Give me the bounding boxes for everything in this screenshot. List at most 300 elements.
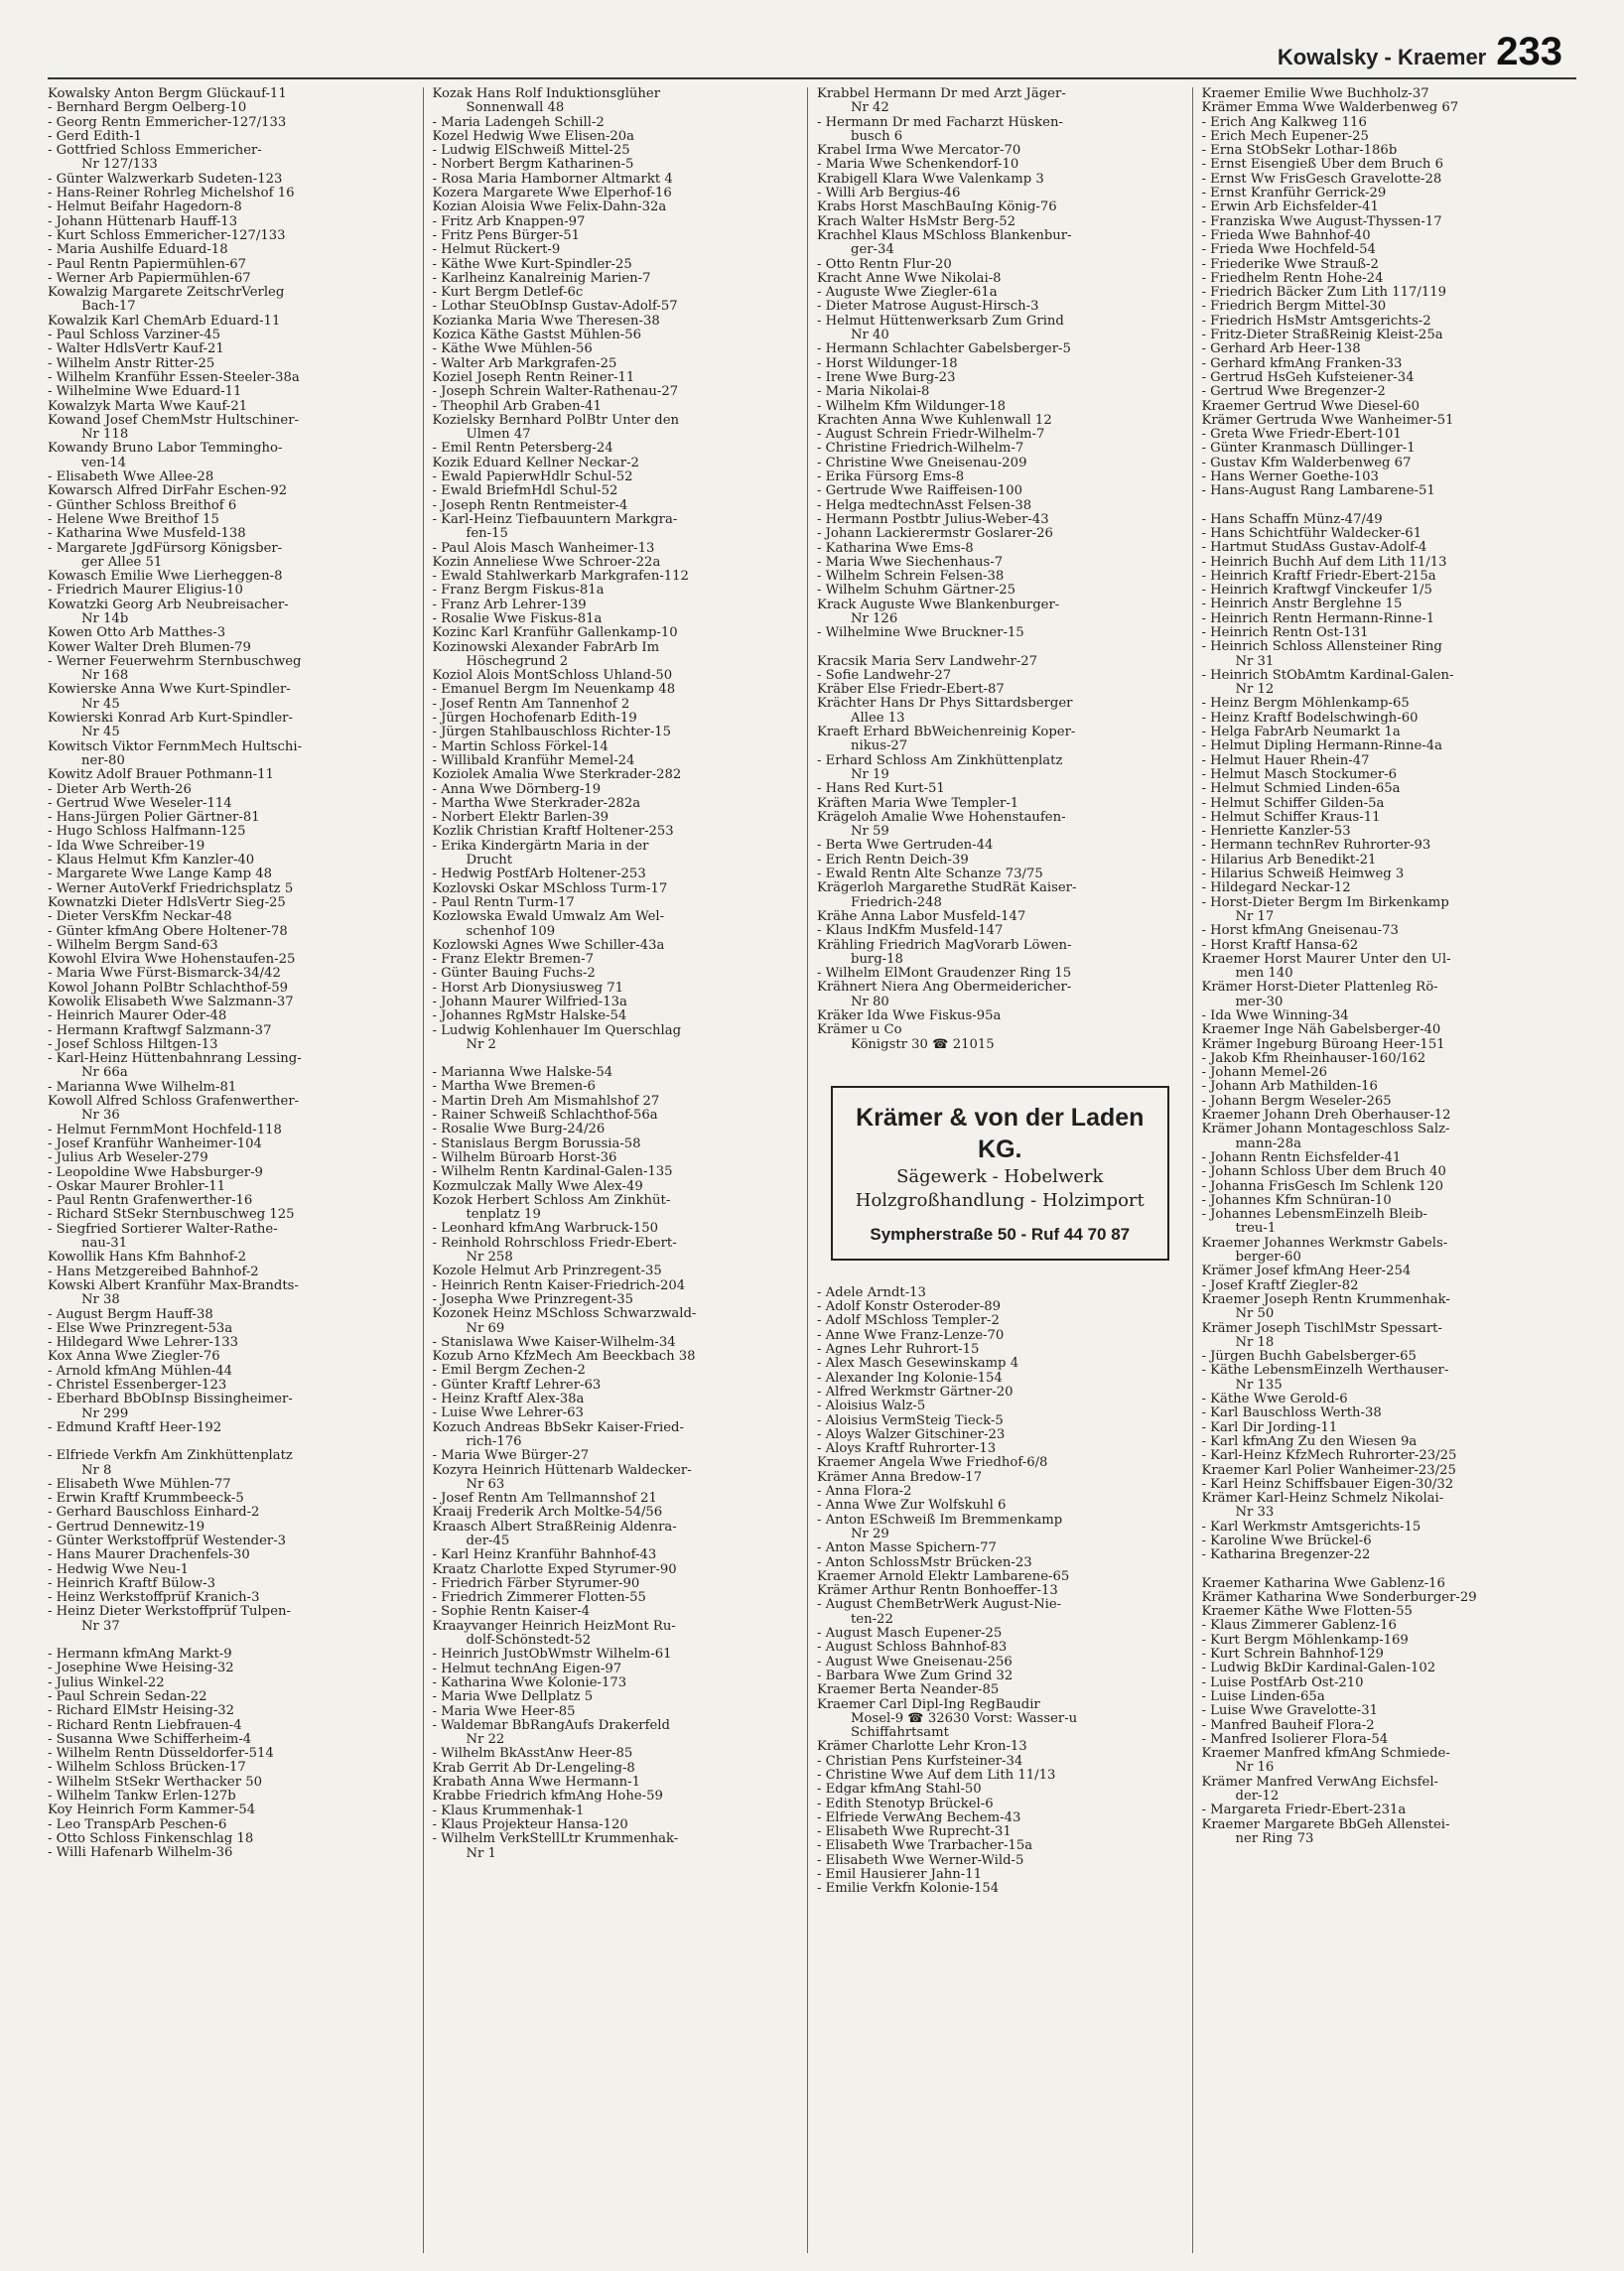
entry-continuation: Nr 50 — [1235, 1307, 1275, 1322]
directory-entry: Krämer Gertruda Wwe Wanheimer-51 — [1201, 413, 1454, 428]
entry-continuation: burg-18 — [851, 952, 903, 967]
directory-entry: - Günther Schloss Breithof 6 — [48, 498, 237, 513]
entry-continuation: Nr 45 — [81, 697, 120, 712]
directory-entry: - Erich Rentn Deich-39 — [817, 853, 969, 868]
directory-entry: - Heinz Bergm Möhlenkamp-65 — [1201, 697, 1410, 712]
directory-entry: Kozielsky Bernhard PolBtr Unter den — [432, 413, 680, 428]
directory-entry: - Wilhelm Bergm Sand-63 — [48, 938, 218, 953]
entry-continuation: Nr 258 — [466, 1251, 513, 1266]
directory-entry: - Emil Bergm Zechen-2 — [432, 1364, 586, 1379]
ad-firm-name: Krämer & von der Laden KG. — [856, 1103, 1145, 1163]
directory-entry: - Fritz-Dieter StraßReinig Kleist-25a — [1201, 329, 1443, 343]
directory-entry: - Heinz Werkstoffprüf Kranich-3 — [48, 1591, 260, 1606]
entry-continuation: Nr 42 — [851, 101, 889, 116]
directory-entry: - Jürgen Stahlbauschloss Richter-15 — [432, 726, 672, 740]
directory-entry: - Adele Arndt-13 — [817, 1285, 926, 1300]
entry-gap — [433, 1052, 799, 1066]
directory-entry: - Hans-Reiner Rohrleg Michelshof 16 — [48, 187, 295, 201]
directory-entry: - Wilhelm Rentn Kardinal-Galen-135 — [432, 1165, 673, 1180]
directory-entry: Krämer Johann Montageschloss Salz- — [1201, 1123, 1450, 1137]
directory-entry: - Luise PostfArb Ost-210 — [1201, 1675, 1364, 1690]
directory-entry: - August Wwe Gneisenau-256 — [817, 1655, 1013, 1670]
directory-entry: - Horst Wildunger-18 — [817, 356, 958, 371]
directory-entry: - Anton SchlossMstr Brücken-23 — [817, 1555, 1032, 1570]
directory-entry: Krabel Irma Wwe Mercator-70 — [817, 144, 1021, 159]
directory-entry: - Karl Heinz Kranführ Bahnhof-43 — [432, 1548, 657, 1563]
entry-continuation: treu-1 — [1235, 1222, 1277, 1237]
directory-entry: - Heinrich Kraftf Bülow-3 — [48, 1576, 216, 1591]
directory-entry: Krabbel Hermann Dr med Arzt Jäger- — [817, 87, 1066, 101]
entry-continuation: Nr 118 — [81, 428, 129, 443]
entry-continuation: Nr 40 — [851, 329, 889, 343]
directory-entry: - Ludwig BkDir Kardinal-Galen-102 — [1201, 1662, 1436, 1676]
directory-entry: Kozlowska Ewald Umwalz Am Wel- — [432, 910, 665, 925]
entry-continuation: Nr 80 — [851, 995, 889, 1009]
directory-entry: - Hans-Jürgen Polier Gärtner-81 — [48, 811, 260, 826]
directory-entry: - Erich Mech Eupener-25 — [1201, 129, 1369, 144]
directory-entry: - Wilhelm Schloss Brücken-17 — [48, 1761, 246, 1776]
directory-entry: - Anna Wwe Dörnberg-19 — [432, 782, 602, 797]
entry-continuation: Höschegrund 2 — [466, 654, 569, 669]
directory-entry: Kozok Herbert Schloss Am Zinkhüt- — [432, 1193, 671, 1208]
directory-entry: - Ida Wwe Winning-34 — [1201, 1009, 1349, 1023]
directory-entry: - Änne Wwe Franz-Lenze-70 — [817, 1328, 1005, 1343]
directory-entry: - Paul Rentn Grafenwerther-16 — [48, 1194, 253, 1209]
directory-entry: - Käthe LebensmEinzelh Werthauser- — [1201, 1364, 1449, 1379]
directory-entry: - Emanuel Bergm Im Neuenkamp 48 — [432, 683, 676, 698]
directory-entry: - Franz Bergm Fiskus-81a — [432, 584, 605, 599]
directory-entry: - Elisabeth Wwe Allee-28 — [48, 470, 214, 485]
directory-entry: - Erwin Kraftf Krummbeeck-5 — [48, 1492, 244, 1507]
directory-entry: Kozik Eduard Kellner Neckar-2 — [432, 456, 639, 470]
directory-entry: - Hans-August Rang Lambarene-51 — [1201, 484, 1435, 499]
directory-entry: - Norbert Elektr Barlen-39 — [432, 811, 609, 826]
directory-entry: - Norbert Bergm Katharinen-5 — [432, 158, 634, 173]
directory-entry: - Günter Bauing Fuchs-2 — [432, 967, 596, 982]
directory-entry: - Friedrich Maurer Eligius-10 — [48, 584, 243, 599]
entry-continuation: mann-28a — [1235, 1136, 1301, 1151]
directory-entry: - Hans Red Kurt-51 — [817, 782, 945, 797]
directory-entry: - Wilhelm Anstr Ritter-25 — [48, 356, 215, 371]
directory-entry: - Katharina Wwe Musfeld-138 — [48, 527, 246, 542]
directory-entry: Kozole Helmut Arb Prinzregent-35 — [432, 1265, 662, 1279]
directory-entry: - Rosalie Wwe Fiskus-81a — [432, 611, 603, 626]
directory-entry: - Friedrich Bergm Mittel-30 — [1201, 300, 1387, 315]
entry-continuation: Nr 66a — [81, 1066, 128, 1081]
directory-entry: - Eberhard BbObInsp Bissingheimer- — [48, 1393, 293, 1407]
entry-continuation: Nr 69 — [466, 1321, 505, 1336]
directory-entry: Kowol Johann PolBtr Schlachthof-59 — [48, 981, 289, 996]
entry-continuation: mer-30 — [1235, 995, 1284, 1009]
directory-entry: Kowand Josef ChemMstr Hultschiner- — [48, 413, 299, 428]
directory-entry: Kräften Maria Wwe Templer-1 — [817, 796, 1019, 811]
directory-entry: - Susanna Wwe Schifferheim-4 — [48, 1732, 252, 1747]
directory-entry: - Adolf MSchloss Templer-2 — [817, 1314, 1000, 1329]
entry-continuation: Nr 14b — [81, 611, 129, 626]
directory-entry: Krach Walter HsMstr Berg-52 — [817, 214, 1015, 229]
directory-entry: - Katharina Bregenzer-22 — [1201, 1548, 1371, 1563]
directory-entry: Kowalzyk Marta Wwe Kauf-21 — [48, 399, 248, 414]
directory-entry: - August Schrein Friedr-Wilhelm-7 — [817, 428, 1045, 443]
directory-entry: Koziol Alois MontSchloss Uhland-50 — [432, 669, 673, 684]
directory-entry: Krabs Horst MaschBauIng König-76 — [817, 200, 1057, 215]
directory-entry: - Aloys Walzer Gitschiner-23 — [817, 1427, 1006, 1442]
directory-entry: Krack Auguste Wwe Blankenburger- — [817, 598, 1060, 612]
directory-entry: - Karl kfmAng Zu den Wiesen 9a — [1201, 1434, 1418, 1449]
directory-entry: - Paul Schloss Varziner-45 — [48, 329, 220, 343]
directory-entry: - Martha Wwe Sterkrader-282a — [432, 796, 641, 811]
directory-entry: - Karl-Heinz KfzMech Ruhrorter-23/25 — [1201, 1449, 1457, 1464]
directory-entry: Kozlik Christian Kraftf Holtener-253 — [432, 825, 674, 840]
directory-entry: - Ludwig Kohlenhauer Im Querschlag — [432, 1023, 682, 1038]
directory-entry: - Johann Rentn Eichsfelder-41 — [1201, 1150, 1402, 1165]
entry-continuation: Friedrich-248 — [851, 895, 942, 910]
directory-entry: Kräber Else Friedr-Ebert-87 — [817, 683, 1005, 698]
directory-entry: - Friedrich Zimmerer Flotten-55 — [432, 1591, 646, 1606]
directory-entry: Krähe Anna Labor Musfeld-147 — [817, 909, 1026, 924]
directory-entry: - August ChemBetrWerk August-Nie- — [817, 1598, 1062, 1613]
directory-entry: - Wilhelm StSekr Werthacker 50 — [48, 1775, 262, 1790]
directory-entry: - Erna StObSekr Lothar-186b — [1201, 144, 1398, 159]
directory-entry: - Elisabeth Wwe Ruprecht-31 — [817, 1825, 1012, 1840]
directory-entry: - Heinrich Rentn Hermann-Rinne-1 — [1201, 611, 1435, 626]
directory-entry: - Reinhold Rohrschloss Friedr-Ebert- — [432, 1236, 677, 1251]
directory-entry: Kraemer Käthe Wwe Flotten-55 — [1201, 1605, 1413, 1620]
directory-entry: Kozuch Andreas BbSekr Kaiser-Fried- — [432, 1420, 684, 1435]
directory-entry: Kowasch Emilie Wwe Lierheggen-8 — [48, 570, 283, 585]
directory-entry: Kowolik Elisabeth Wwe Salzmann-37 — [48, 996, 294, 1009]
entry-continuation: Nr 17 — [1235, 909, 1275, 924]
directory-entry: - Erwin Arb Eichsfelder-41 — [1201, 200, 1379, 215]
directory-entry: - Ernst Ww FrisGesch Gravelotte-28 — [1201, 172, 1442, 187]
directory-entry: - Hermann Schlachter Gabelsberger-5 — [817, 342, 1071, 357]
entry-continuation: Nr 299 — [81, 1406, 129, 1421]
directory-entry: Kracsik Maria Serv Landwehr-27 — [817, 654, 1037, 669]
directory-entry: - Johann Hüttenarb Hauff-13 — [48, 214, 238, 229]
directory-entry: - Wilhelm Kranführ Essen-Steeler-38a — [48, 370, 300, 385]
directory-entry: - Klaus Helmut Kfm Kanzler-40 — [48, 854, 255, 868]
header-rule — [48, 77, 1576, 79]
directory-entry: - Klaus Krummenhak-1 — [432, 1803, 585, 1818]
directory-entry: - Hugo Schloss Halfmann-125 — [48, 825, 246, 840]
directory-entry: - Christine Friedrich-Wilhelm-7 — [817, 442, 1024, 457]
entry-continuation: ten-22 — [851, 1612, 893, 1627]
directory-entry: Kozera Margarete Wwe Elperhof-16 — [432, 187, 672, 201]
directory-entry: - Gottfried Schloss Emmericher- — [48, 144, 262, 159]
entry-continuation: Nr 63 — [466, 1477, 505, 1492]
directory-entry: - Franziska Wwe August-Thyssen-17 — [1201, 214, 1442, 229]
directory-entry: Kozlowski Agnes Wwe Schiller-43a — [432, 938, 665, 953]
directory-entry: - Hermann Dr med Facharzt Hüsken- — [817, 115, 1063, 130]
directory-entry: - Heinrich Maurer Oder-48 — [48, 1009, 227, 1024]
directory-entry: - Georg Rentn Emmericher-127/133 — [48, 115, 287, 130]
directory-entry: - Paul Schrein Sedan-22 — [48, 1689, 207, 1704]
directory-entry: - Christine Wwe Auf dem Lith 11/13 — [817, 1768, 1056, 1783]
directory-entry: - Kurt Schloss Emmericher-127/133 — [48, 228, 286, 243]
directory-entry: - Jürgen Hochofenarb Edith-19 — [432, 712, 637, 727]
directory-entry: - Heinz Dieter Werkstoffprüf Tulpen- — [48, 1605, 291, 1620]
entry-continuation: Nr 8 — [81, 1463, 112, 1478]
directory-entry: - Fritz Pens Bürger-51 — [432, 228, 581, 243]
directory-entry: - Johann Memel-26 — [1201, 1066, 1327, 1081]
directory-entry: - Gertrud Wwe Bregenzer-2 — [1201, 385, 1386, 400]
directory-entry: - Maria Wwe Dellplatz 5 — [432, 1690, 594, 1705]
directory-entry: - Helmut Schiffer Gilden-5a — [1201, 796, 1385, 811]
directory-entry: - Karlheinz Kanalreinig Marien-7 — [432, 271, 651, 286]
directory-entry: - Aloisius VermSteig Tieck-5 — [817, 1413, 1004, 1428]
directory-entry: - Wilhelm Tankw Erlen-127b — [48, 1790, 236, 1804]
directory-entry: - Jürgen Buchh Gabelsberger-65 — [1201, 1350, 1417, 1365]
directory-entry: Kozyra Heinrich Hüttenarb Waldecker- — [432, 1463, 692, 1478]
directory-entry: Krämer u Co — [817, 1023, 902, 1038]
directory-entry: - Hildegard Wwe Lehrer-133 — [48, 1336, 239, 1351]
directory-entry: - Ewald BriefmHdl Schul-52 — [432, 484, 618, 499]
directory-entry: - Anna Wwe Zur Wolfskuhl 6 — [817, 1499, 1007, 1514]
entry-continuation: Nr 168 — [81, 669, 129, 684]
directory-entry: - Gerhard Arb Heer-138 — [1201, 342, 1361, 357]
directory-entry: Koziel Joseph Rentn Reiner-11 — [432, 370, 635, 385]
directory-entry: Kozub Arno KfzMech Am Beeckbach 38 — [432, 1350, 696, 1365]
entry-gap — [48, 1435, 414, 1449]
directory-entry: Kraeft Erhard BbWeichenreinig Koper- — [817, 726, 1076, 740]
directory-entry: - Agnes Lehr Ruhrort-15 — [817, 1343, 980, 1358]
directory-entry: Kraasch Albert StraßReinig Aldenra- — [432, 1520, 677, 1535]
directory-entry: - Gerhard Bauschloss Einhard-2 — [48, 1506, 260, 1521]
directory-entry: - Leopoldine Wwe Habsburger-9 — [48, 1165, 263, 1180]
directory-entry: Krämer Karl-Heinz Schmelz Nikolai- — [1201, 1492, 1444, 1507]
directory-entry: - Oskar Maurer Brohler-11 — [48, 1179, 226, 1194]
directory-entry: Kowski Albert Kranführ Max-Brandts- — [48, 1278, 299, 1293]
directory-entry: - Josef Rentn Am Tellmannshof 21 — [432, 1492, 657, 1507]
entry-continuation: Nr 135 — [1235, 1378, 1283, 1393]
directory-entry: - Julius Arb Weseler-279 — [48, 1151, 208, 1166]
entry-continuation: ner-80 — [81, 753, 125, 768]
directory-entry: - Günter Kraftf Lehrer-63 — [432, 1378, 602, 1393]
directory-entry: - Christian Pens Kurfsteiner-34 — [817, 1754, 1023, 1769]
directory-entry: - Hermann technRev Ruhrorter-93 — [1201, 839, 1431, 854]
entry-continuation: Nr 126 — [851, 611, 898, 626]
directory-entry: Kozinc Karl Kranführ Gallenkamp-10 — [432, 626, 678, 641]
directory-entry: - Ewald Rentn Alte Schanze 73/75 — [817, 868, 1043, 882]
directory-entry: - Wilhelmine Wwe Eduard-11 — [48, 385, 242, 400]
directory-entry: - Hans Metzgereibed Bahnhof-2 — [48, 1265, 259, 1279]
directory-entry: Kraemer Emilie Wwe Buchholz-37 — [1201, 87, 1429, 101]
directory-entry: - Elfriede VerwAng Bechem-43 — [817, 1810, 1021, 1825]
directory-entry: - Erich Ang Kalkweg 116 — [1201, 115, 1367, 130]
directory-entry: - Wilhelm ElMont Graudenzer Ring 15 — [817, 967, 1072, 982]
directory-entry: - Paul Rentn Papiermühlen-67 — [48, 257, 247, 272]
directory-entry: - Heinz Kraftf Bodelschwingh-60 — [1201, 711, 1419, 726]
directory-entry: - Maria Wwe Fürst-Bismarck-34/42 — [48, 967, 281, 982]
entry-continuation: Mosel-9 ☎ 32630 Vorst: Wasser-u — [851, 1711, 1078, 1726]
directory-entry: - Lothar SteuObInsp Gustav-Adolf-57 — [432, 300, 678, 315]
entry-continuation: Nr 29 — [851, 1527, 889, 1541]
directory-entry: - Wilhelm VerkStellLtr Krummenhak- — [432, 1832, 679, 1847]
directory-entry: - Josepha Wwe Prinzregent-35 — [432, 1292, 633, 1307]
directory-entry: - Gertrud HsGeh Kufsteiener-34 — [1201, 370, 1415, 385]
directory-entry: - Werner AutoVerkf Friedrichsplatz 5 — [48, 881, 294, 896]
directory-entry: - Christine Wwe Gneisenau-209 — [817, 456, 1027, 470]
entry-continuation: fen-15 — [466, 527, 508, 542]
directory-entry: - Heinrich Kraftf Friedr-Ebert-215a — [1201, 569, 1436, 584]
directory-entry: - Elfriede Verkfn Am Zinkhüttenplatz — [48, 1449, 293, 1464]
directory-entry: - Manfred Isolierer Flora-54 — [1201, 1732, 1389, 1747]
directory-entry: - Hilarius Schweiß Heimweg 3 — [1201, 868, 1405, 882]
directory-entry: Kozel Hedwig Wwe Elisen-20a — [432, 129, 635, 144]
advertisement-box — [831, 1086, 1169, 1261]
directory-column-4 — [1192, 87, 1577, 2253]
directory-entry: - Berta Wwe Gertruden-44 — [817, 839, 994, 854]
directory-entry: - August Schloss Bahnhof-83 — [817, 1641, 1008, 1656]
directory-entry: Kraemer Berta Neander-85 — [817, 1683, 1000, 1698]
directory-entry: - Martin Dreh Am Mismahlshof 27 — [432, 1094, 660, 1109]
directory-entry: - Werner Feuerwehrm Sternbuschweg — [48, 654, 302, 669]
directory-entry: - Helmut FernmMont Hochfeld-118 — [48, 1123, 282, 1137]
directory-entry: - Hans Schichtführ Waldecker-61 — [1201, 526, 1422, 541]
directory-entry: - Heinrich Kraftwgf Vinckeufer 1/5 — [1201, 584, 1432, 599]
directory-entry: Kraemer Carl Dipl-Ing RegBaudir — [817, 1697, 1040, 1712]
entry-continuation: Sonnenwall 48 — [466, 101, 565, 116]
directory-entry: - Hedwig PostfArb Holtener-253 — [432, 868, 646, 882]
directory-entry: - Luise Wwe Gravelotte-31 — [1201, 1704, 1378, 1719]
directory-entry: - Ernst Kranführ Gerrick-29 — [1201, 187, 1387, 201]
directory-entry: - Heinrich Buchh Auf dem Lith 11/13 — [1201, 555, 1447, 570]
entry-continuation: Drucht — [466, 854, 513, 868]
directory-entry: - Adolf Konstr Osteroder-89 — [817, 1300, 1002, 1315]
directory-entry: - Johannes RgMstr Halske-54 — [432, 1009, 627, 1024]
directory-entry: - Hans Werner Goethe-103 — [1201, 470, 1379, 485]
entry-continuation: Nr 18 — [1235, 1335, 1275, 1350]
directory-entry: Krägeloh Amalie Wwe Hohenstaufen- — [817, 810, 1066, 825]
directory-entry: Krächter Hans Dr Phys Sittardsberger — [817, 697, 1073, 712]
directory-entry: - Maria Ladengeh Schill-2 — [432, 115, 605, 130]
directory-entry: - August Bergm Hauff-38 — [48, 1307, 213, 1322]
directory-entry: Krämer Anna Bredow-17 — [817, 1470, 983, 1485]
entry-continuation: schenhof 109 — [466, 924, 556, 939]
directory-entry: - Johann Maurer Wilfried-13a — [432, 996, 627, 1009]
directory-entry: - Franz Elektr Bremen-7 — [432, 953, 594, 968]
directory-entry: - Anton ESchweiß Im Bremmenkamp — [817, 1513, 1063, 1528]
entry-continuation: Nr 12 — [1235, 683, 1275, 698]
page-number: 233 — [1496, 30, 1562, 73]
directory-entry: Kraatz Charlotte Exped Styrumer-90 — [432, 1562, 677, 1577]
directory-entry: - Leo TranspArb Peschen-6 — [48, 1817, 227, 1832]
directory-entry: - Willi Hafenarb Wilhelm-36 — [48, 1846, 233, 1861]
entry-continuation: Allee 13 — [851, 711, 905, 726]
directory-entry: - Auguste Wwe Ziegler-61a — [817, 286, 998, 301]
directory-entry: - Heinrich JustObWmstr Wilhelm-61 — [432, 1648, 672, 1663]
ad-address: Sympherstraße 50 - Ruf 44 70 87 — [870, 1224, 1131, 1244]
directory-entry: - Dieter Matrose August-Hirsch-3 — [817, 300, 1039, 315]
directory-entry: - Josef Kraftf Ziegler-82 — [1201, 1278, 1359, 1293]
entry-gap — [48, 1634, 414, 1648]
directory-entry: - Margareta Friedr-Ebert-231a — [1201, 1803, 1407, 1818]
entry-continuation: ner Ring 73 — [1235, 1831, 1314, 1846]
directory-entry: Krähling Friedrich MagVorarb Löwen- — [817, 938, 1072, 953]
directory-entry: - Gertrude Wwe Raiffeisen-100 — [817, 484, 1023, 499]
directory-entry: - Josef Kranführ Wanheimer-104 — [48, 1136, 262, 1151]
directory-entry: - Edmund Kraftf Heer-192 — [48, 1420, 222, 1435]
directory-entry: Kraayvanger Heinrich HeizMont Ru- — [432, 1619, 676, 1634]
directory-entry: - Willibald Kranführ Memel-24 — [432, 753, 635, 768]
entry-continuation: ger-34 — [851, 243, 894, 258]
entry-continuation: der-45 — [466, 1534, 510, 1548]
entry-gap — [1202, 1563, 1568, 1577]
directory-entry: - Stanislawa Wwe Kaiser-Wilhelm-34 — [432, 1335, 676, 1350]
directory-entry: - Wilhelm BkAsstAnw Heer-85 — [432, 1747, 633, 1762]
directory-entry: Kowitsch Viktor FernmMech Hultschi- — [48, 739, 303, 754]
directory-entry: - Hedwig Wwe Neu-1 — [48, 1562, 190, 1577]
directory-entry: - Margarete JgdFürsorg Königsber- — [48, 541, 283, 556]
directory-entry: - Helmut Rückert-9 — [432, 243, 561, 258]
directory-entry: Kowandy Bruno Labor Temmingho- — [48, 442, 283, 457]
directory-entry: - Richard ElMstr Heising-32 — [48, 1704, 235, 1719]
directory-entry: Kowollik Hans Kfm Bahnhof-2 — [48, 1251, 246, 1266]
directory-entry: - Wilhelm Schuhm Gärtner-25 — [817, 584, 1016, 599]
directory-entry: - Jakob Kfm Rheinhauser-160/162 — [1201, 1051, 1426, 1066]
directory-entry: - Karl Bauschloss Werth-38 — [1201, 1406, 1382, 1421]
directory-entry: - Alfred Werkmstr Gärtner-20 — [817, 1385, 1014, 1400]
directory-entry: - Helmut Dipling Hermann-Rinne-4a — [1201, 739, 1443, 754]
entry-continuation: busch 6 — [851, 129, 903, 144]
directory-entry: - Klaus Projekteur Hansa-120 — [432, 1817, 628, 1832]
directory-entry: Kozian Aloisia Wwe Felix-Dahn-32a — [432, 200, 667, 215]
directory-entry: - Heinrich Rentn Ost-131 — [1201, 625, 1369, 640]
directory-entry: Kowatzki Georg Arb Neubreisacher- — [48, 598, 289, 612]
directory-entry: - Christel Essenberger-123 — [48, 1379, 227, 1394]
directory-entry: - Helmut Hauer Rhein-47 — [1201, 753, 1370, 768]
directory-entry: - Greta Wwe Friedr-Ebert-101 — [1201, 428, 1402, 443]
directory-entry: - Anna Flora-2 — [817, 1485, 912, 1500]
directory-entry: - Karl Heinz Schiffsbauer Eigen-30/32 — [1201, 1477, 1454, 1492]
directory-entry: - Friederike Wwe Strauß-2 — [1201, 257, 1379, 272]
directory-entry: Kozak Hans Rolf Induktionsglüher — [432, 87, 661, 101]
directory-entry: - Kurt Bergm Detlef-6c — [432, 286, 584, 301]
directory-entry: - Ida Wwe Schreiber-19 — [48, 839, 205, 854]
directory-entry: Krämer Joseph TischlMstr Spessart- — [1201, 1321, 1442, 1336]
directory-entry: - Karl-Heinz Tiefbauuntern Markgra- — [432, 512, 678, 527]
directory-entry: Krämer Katharina Wwe Sonderburger-29 — [1201, 1590, 1477, 1605]
entry-gap — [817, 1052, 1183, 1066]
directory-entry: - Arnold kfmAng Mühlen-44 — [48, 1364, 233, 1379]
directory-entry: - Erika Kindergärtn Maria in der — [432, 839, 649, 854]
directory-entry: - Johann Lackierermstr Goslarer-26 — [817, 527, 1053, 542]
directory-entry: - Irene Wwe Burg-23 — [817, 370, 956, 385]
directory-entry: - Joseph Rentn Rentmeister-4 — [432, 498, 628, 513]
directory-entry: - Friedhelm Rentn Hohe-24 — [1201, 271, 1384, 286]
directory-entry: - Johann Bergm Weseler-265 — [1201, 1094, 1392, 1109]
directory-entry: - Elisabeth Wwe Mühlen-77 — [48, 1477, 231, 1492]
directory-entry: - Helmut Masch Stockumer-6 — [1201, 767, 1397, 782]
directory-entry: - Erhard Schloss Am Zinkhüttenplatz — [817, 753, 1063, 768]
directory-entry: Kownatzki Dieter HdlsVertr Sieg-25 — [48, 895, 286, 910]
directory-entry: - Helmut technAng Eigen-97 — [432, 1662, 622, 1676]
directory-entry: - Elisabeth Wwe Trarbacher-15a — [817, 1839, 1033, 1854]
directory-entry: - Emil Rentn Petersberg-24 — [432, 442, 613, 457]
directory-entry: Kowen Otto Arb Matthes-3 — [48, 626, 226, 641]
directory-entry: Kraemer Joseph Rentn Krummenhak- — [1201, 1292, 1450, 1307]
directory-entry: Krähnert Niera Ang Obermeidericher- — [817, 981, 1072, 996]
directory-entry: - Wilhelm Rentn Düsseldorfer-514 — [48, 1747, 274, 1762]
entry-continuation: tenplatz 19 — [466, 1208, 541, 1223]
directory-entry: - Aloys Kraftf Ruhrorter-13 — [817, 1442, 997, 1457]
entry-continuation: Schiffahrtsamt — [851, 1726, 949, 1741]
directory-entry: - Otto Schloss Finkenschlag 18 — [48, 1831, 254, 1846]
directory-entry: - Frieda Wwe Bahnhof-40 — [1201, 228, 1371, 243]
directory-entry: - Johannes LebensmEinzelh Bleib- — [1201, 1208, 1427, 1223]
directory-entry: - Katharina Wwe Kolonie-173 — [432, 1675, 627, 1690]
directory-entry: - Ewald Stahlwerkarb Markgrafen-112 — [432, 570, 689, 585]
